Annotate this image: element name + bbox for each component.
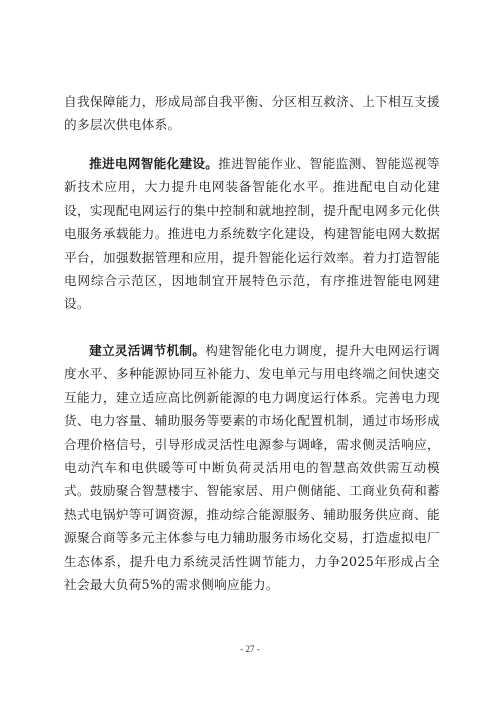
paragraph-heading: 推进电网智能化建设。: [89, 156, 219, 171]
page-number: - 27 -: [240, 644, 260, 654]
paragraph-smart-grid: [64, 152, 440, 316]
paragraph-text: 构建智能化电力调度，提升大电网运行调度水平、多种能源协同互补能力、发电单元与用电终端之间快速交互能力，建立适应高比例新能源的电力调度运行体系。完善电力现货、电力容量、辅助服务等要素的市场化配置机制，通过市场形成合理价格信号，引导形成灵活性电源参与调峰，需求侧灵活响应，电动汽车和电供暖等可中断负荷灵活用电的智慧高效供需互动模式。鼓励聚合智慧楼宇、智能家居、用户侧储能、工商业负荷和蓄热式电锅炉等可调资源，推动综合能源服务、辅助服务供应商、能源聚合商等多元主体参与电力辅助服务市场化交易，打造虚拟电厂生态体系，提升电力系统灵活性调节能力，力争2025年形成占全社会最大负荷5%的需求侧响应能力。: [64, 343, 440, 593]
paragraph-text: 自我保障能力，形成局部自我平衡、分区相互救济、上下相互支援的多层次供电体系。: [64, 94, 440, 133]
paragraph-flexible-regulation: [64, 339, 440, 596]
paragraph-heading: 建立灵活调节机制。: [89, 343, 206, 358]
paragraph-text: 推进智能作业、智能监测、智能巡视等新技术应用，大力提升电网装备智能化水平。推进配电自动化建设，实现配电网运行的集中控制和就地控制，提升配电网多元化供电服务承载能力。推进电力系统数字化建设，构建智能电网大数据平台，加强数据管理和应用，提升智能化运行效率。着力打造智能电网综合示范区，因地制宜开展特色示范，有序推进智能电网建设。: [64, 156, 441, 312]
paragraph-continuation: [64, 90, 440, 137]
